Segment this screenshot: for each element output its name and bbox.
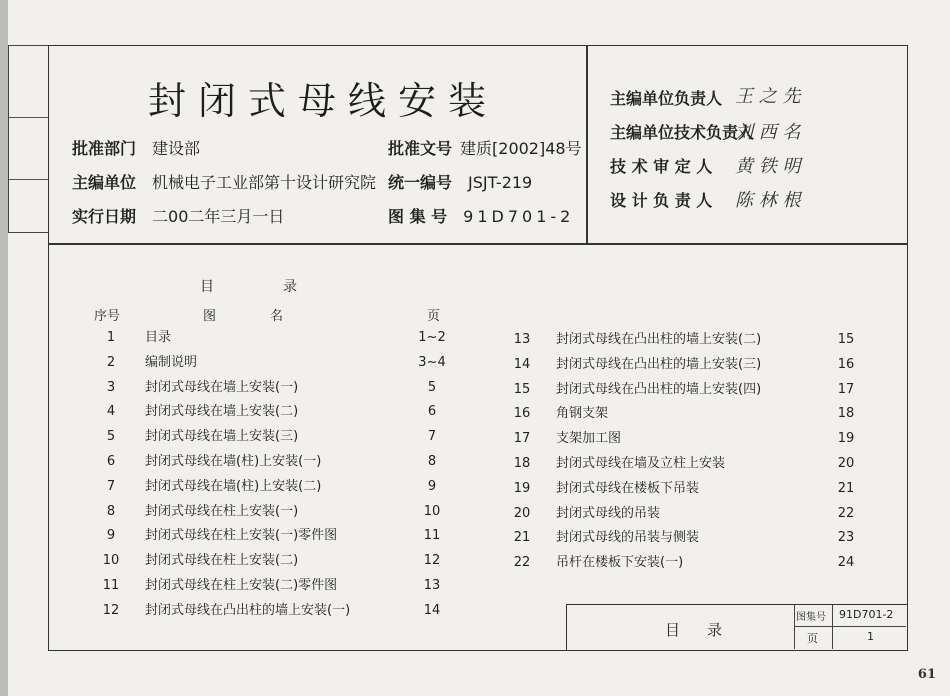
toc-row-name: 封闭式母线在墙(柱)上安装(一) xyxy=(145,454,322,469)
signature-3: 黄 铁 明 xyxy=(735,156,801,177)
toc-row-page: 8 xyxy=(427,454,437,469)
binding-edge xyxy=(0,0,8,696)
toc-row-page: 20 xyxy=(837,456,855,471)
header-split xyxy=(586,45,588,243)
toc-row-name: 封闭式母线在柱上安装(一)零件图 xyxy=(145,528,338,544)
toc-row-no: 10 xyxy=(102,553,120,569)
toc-row-no: 15 xyxy=(513,381,531,397)
toc-row-no: 5 xyxy=(106,429,116,445)
toc-row-no: 13 xyxy=(513,332,531,347)
toc-row-name: 封闭式母线在墙上安装(二) xyxy=(145,404,299,420)
toc-row-page: 22 xyxy=(837,505,855,521)
titleblock-atlas-label: 图集号 xyxy=(796,612,826,623)
toc-row-name: 支架加工图 xyxy=(556,431,622,447)
toc-row-name: 目录 xyxy=(145,330,172,345)
toc-row-no: 9 xyxy=(106,528,116,544)
toc-row-no: 1 xyxy=(106,330,116,345)
toc-title-2: 录 xyxy=(283,279,297,295)
toc-row-page: 13 xyxy=(423,578,441,593)
toc-row-name: 封闭式母线在柱上安装(二) xyxy=(145,553,299,569)
toc-row-page: 3~4 xyxy=(418,354,446,370)
toc-row-page: 9 xyxy=(427,478,437,494)
toc-row-name: 封闭式母线在墙上安装(一) xyxy=(145,379,299,395)
page-number: 61 xyxy=(917,667,936,682)
toc-row-name: 编制说明 xyxy=(145,354,198,370)
toc-row-no: 11 xyxy=(102,578,120,593)
col-header-page: 页 xyxy=(427,309,441,324)
titleblock-atlas-value: 91D701-2 xyxy=(839,608,894,621)
toc-row-page: 21 xyxy=(837,480,855,496)
toc-row-page: 15 xyxy=(837,332,855,347)
toc-row-page: 12 xyxy=(423,553,441,569)
toc-row-page: 7 xyxy=(427,429,437,445)
signature-4: 陈 林 根 xyxy=(735,190,801,211)
toc-row-no: 16 xyxy=(513,406,531,422)
toc-row-name: 封闭式母线在墙(柱)上安装(二) xyxy=(145,478,322,494)
toc-title-1: 目 xyxy=(200,279,214,295)
toc-row-name: 封闭式母线在墙及立柱上安装 xyxy=(556,456,726,471)
toc-row-name: 封闭式母线在墙上安装(三) xyxy=(145,429,299,445)
toc-row-name: 吊杆在楼板下安装(一) xyxy=(556,555,684,571)
toc-row-no: 4 xyxy=(106,404,116,420)
stamp-cell xyxy=(9,46,48,118)
toc-row-no: 6 xyxy=(106,454,116,469)
stamp-cell xyxy=(9,118,48,180)
col-header-no: 序号 xyxy=(94,309,121,324)
toc-row-name: 封闭式母线的吊装 xyxy=(556,505,661,521)
toc-row-page: 23 xyxy=(837,530,855,546)
col-header-name-1: 图 xyxy=(203,309,217,324)
toc-row-no: 21 xyxy=(513,530,531,546)
unified-code: 统一编号 JSJT-219 xyxy=(388,173,533,192)
toc-row-name: 封闭式母线的吊装与侧装 xyxy=(556,530,700,546)
col-header-name-2: 名 xyxy=(270,309,284,324)
toc-row-name: 封闭式母线在楼板下吊装 xyxy=(556,480,700,496)
toc-row-no: 12 xyxy=(102,602,120,618)
toc-row-no: 3 xyxy=(106,379,116,395)
approval-dept: 批准部门 建设部 xyxy=(72,139,201,158)
title-block xyxy=(566,604,908,651)
toc-row-page: 24 xyxy=(837,555,855,571)
toc-row-name: 封闭式母线在凸出柱的墙上安装(三) xyxy=(556,356,762,372)
toc-row-no: 18 xyxy=(513,456,531,471)
toc-row-name: 封闭式母线在凸出柱的墙上安装(二) xyxy=(556,332,762,347)
binding-stamp-strip xyxy=(8,45,48,233)
resp-label-2: 主编单位技术负责人 xyxy=(610,123,755,142)
toc-row-no: 8 xyxy=(106,503,116,519)
toc-row-no: 19 xyxy=(513,480,531,496)
titleblock-page-value: 1 xyxy=(867,630,874,643)
document-title: 封闭式母线安装 xyxy=(148,79,499,123)
chief-editor-unit: 主编单位 机械电子工业部第十设计研究院 xyxy=(72,173,377,192)
toc-row-page: 17 xyxy=(837,381,855,397)
resp-label-4: 设 计 负 责 人 xyxy=(610,191,713,210)
resp-label-1: 主编单位负责人 xyxy=(610,89,723,108)
toc-row-page: 5 xyxy=(427,379,437,395)
approval-doc-number: 批准文号 建质[2002]48号 xyxy=(388,139,582,158)
toc-row-page: 19 xyxy=(837,431,855,447)
toc-row-name: 角钢支架 xyxy=(556,406,609,422)
atlas-number: 图 集 号 91D701-2 xyxy=(388,207,575,226)
signature-1: 王 之 先 xyxy=(735,86,801,107)
stamp-cell xyxy=(9,180,48,234)
toc-row-page: 16 xyxy=(837,356,855,372)
toc-row-no: 14 xyxy=(513,356,531,372)
titleblock-page-label: 页 xyxy=(807,632,818,645)
toc-row-no: 7 xyxy=(106,478,116,494)
toc-row-name: 封闭式母线在柱上安装(二)零件图 xyxy=(145,578,338,593)
toc-row-no: 20 xyxy=(513,505,531,521)
resp-label-3: 技 术 审 定 人 xyxy=(610,157,713,176)
toc-row-page: 11 xyxy=(423,528,441,544)
signature-2: 刘 西 名 xyxy=(735,122,801,143)
titleblock-name-2: 录 xyxy=(707,621,723,639)
toc-row-name: 封闭式母线在凸出柱的墙上安装(一) xyxy=(145,602,351,618)
toc-row-no: 2 xyxy=(106,354,116,370)
toc-row-page: 18 xyxy=(837,406,855,422)
toc-row-page: 6 xyxy=(427,404,437,420)
toc-row-page: 1~2 xyxy=(418,330,446,345)
toc-row-no: 17 xyxy=(513,431,531,447)
header-divider xyxy=(48,243,908,245)
toc-row-page: 10 xyxy=(423,503,441,519)
toc-row-name: 封闭式母线在凸出柱的墙上安装(四) xyxy=(556,381,762,397)
titleblock-name-1: 目 xyxy=(665,621,681,639)
toc-row-name: 封闭式母线在柱上安装(一) xyxy=(145,503,299,519)
toc-row-no: 22 xyxy=(513,555,531,571)
effective-date: 实行日期 二00二年三月一日 xyxy=(72,207,285,226)
toc-row-page: 14 xyxy=(423,602,441,618)
